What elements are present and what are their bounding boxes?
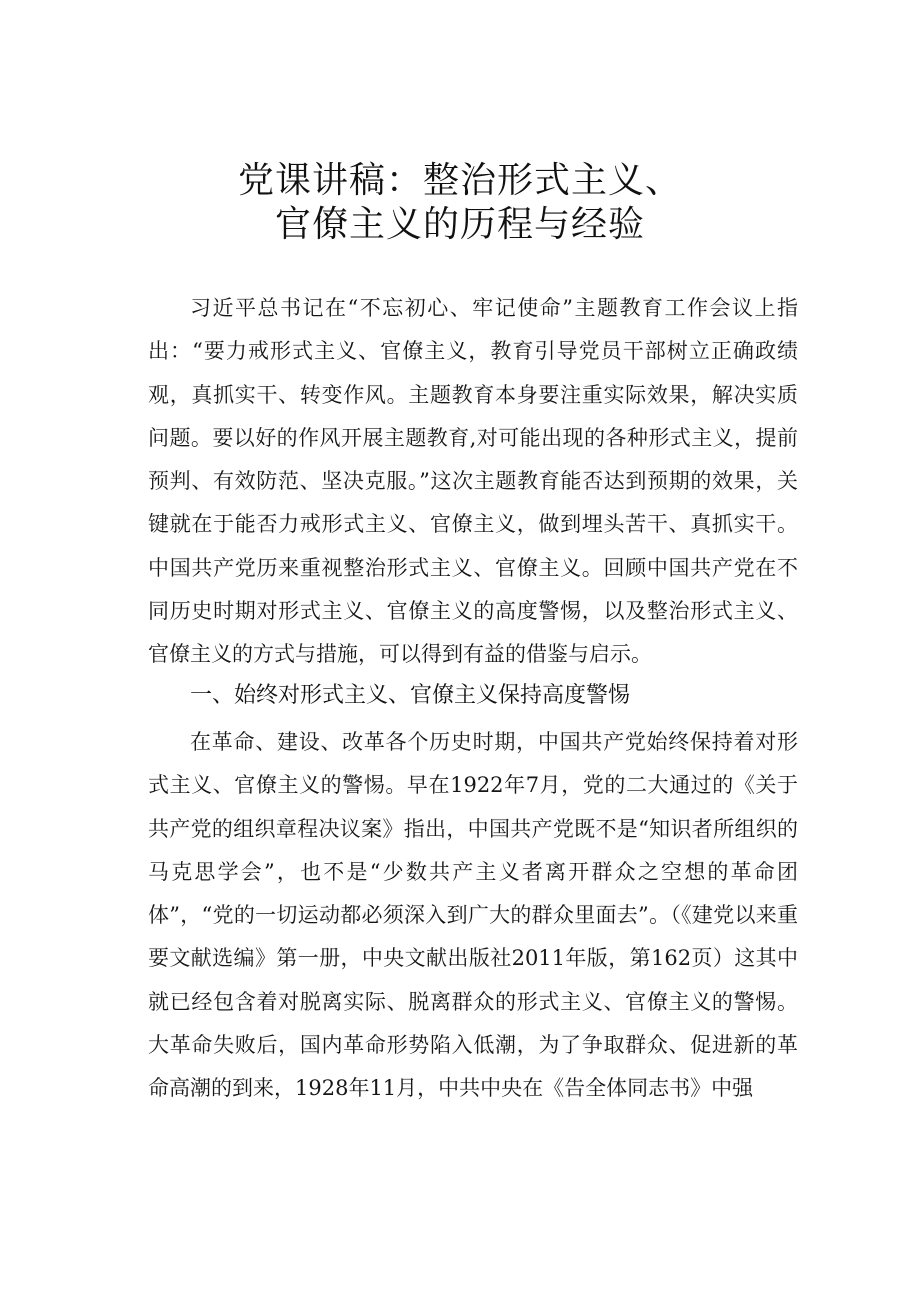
intro-paragraph: 习近平总书记在“不忘初心、牢记使命”主题教育工作会议上指出：“要力戒形式主义、官僚主义，教育引导党员干部树立正确政绩观，真抓实干、转变作风。主题教育本身要注重实际效果，解决实质问题。要以好的作风开展主题教育,对可能出现的各种形式主义，提前预判、有效防范、坚决克服。”这次主题教育能否达到预期的效果，关键就在于能否力戒形式主义、官僚主义，做到埋头苦干、真抓实干。中国共产党历来重视整治形式主义、官僚主义。回顾中国共产党在不同历史时期对形式主义、官僚主义的高度警惕，以及整治形式主义、官僚主义的方式与措施，可以得到有益的借鉴与启示。 xyxy=(148,296,798,667)
document-title-line-1: 党课讲稿：整治形式主义、 xyxy=(237,160,682,201)
document-title-line-2: 官僚主义的历程与经验 xyxy=(274,204,645,245)
section-paragraph: 在革命、建设、改革各个历史时期，中国共产党始终保持着对形式主义、官僚主义的警惕。早在1922年7月，党的二大通过的《关于共产党的组织章程决议案》指出，中国共产党既不是“知识者所组织的马克思学会”，也不是“少数共产主义者离开群众之空想的革命团体”，“党的一切运动都必须深入到广大的群众里面去”。（《建党以来重要文献选编》第一册，中央文献出版社2011年版，第162页）这其中就已经包含着对脱离实际、脱离群众的形式主义、官僚主义的警惕。大革命失败后，国内革命形势陷入低潮，为了争取群众、促进新的革命高潮的到来，1928年11月，中共中央在《告全体同志书》中强 xyxy=(148,730,798,1101)
section-heading: 一、始终对形式主义、官僚主义保持高度警惕 xyxy=(190,683,631,708)
